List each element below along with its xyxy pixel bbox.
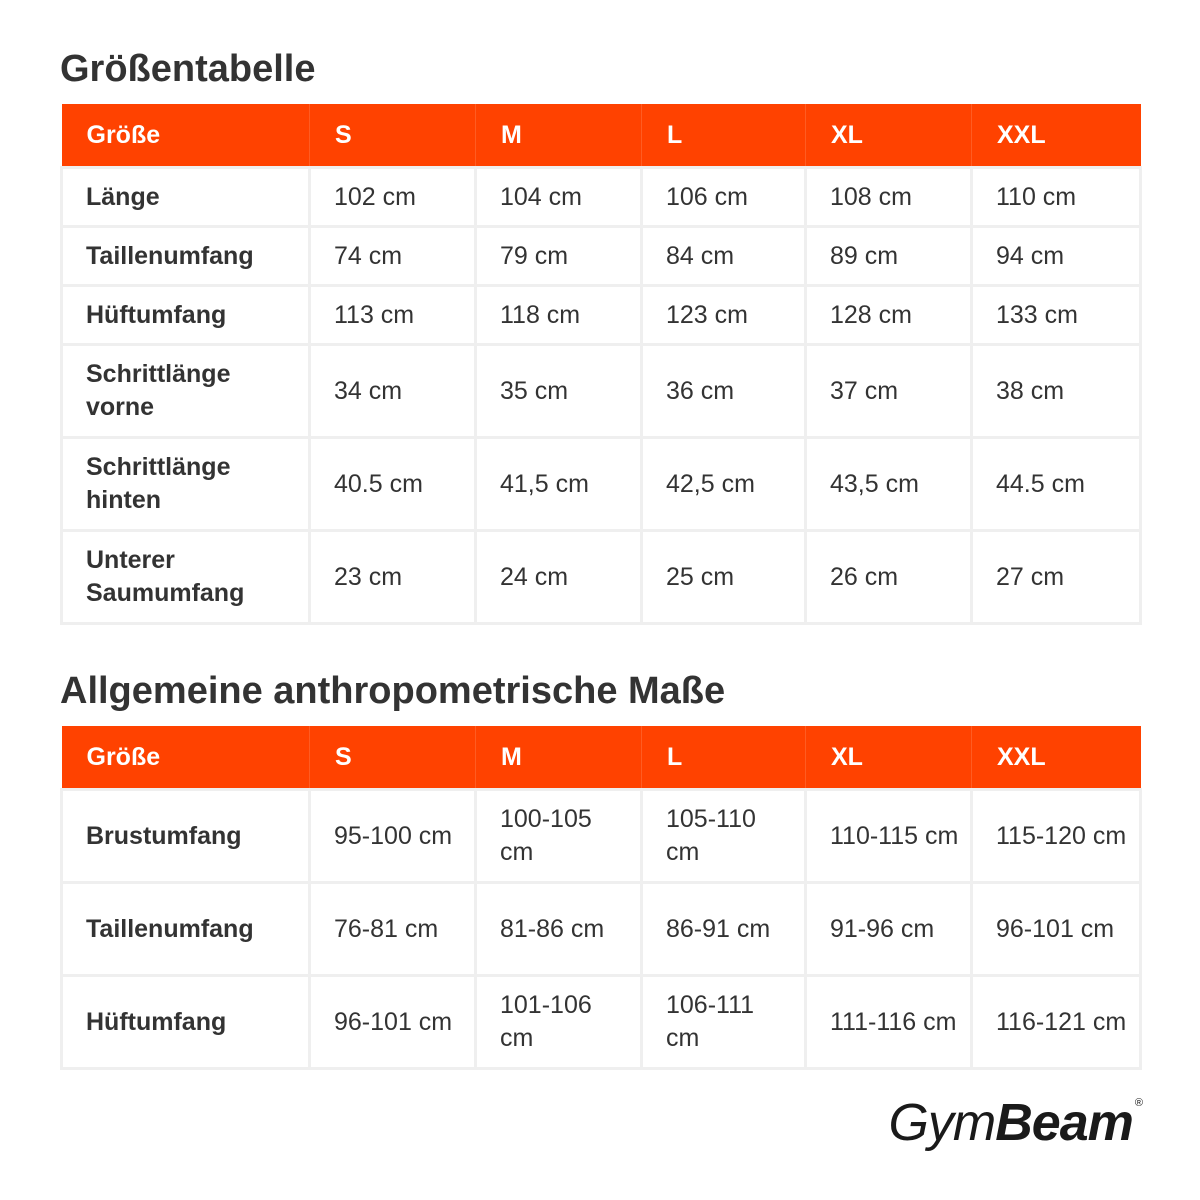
header-cell-xl: XL (806, 104, 972, 168)
table-cell: 110-115 cm (806, 790, 972, 883)
table-cell: 43,5 cm (806, 438, 972, 531)
table-cell: 96-101 cm (972, 883, 1141, 976)
table-cell: 123 cm (642, 286, 806, 345)
table-cell: 91-96 cm (806, 883, 972, 976)
header-cell-m: M (476, 726, 642, 790)
table-cell: 37 cm (806, 345, 972, 438)
row-label: Unterer Saumumfang (62, 531, 310, 624)
table-cell: 34 cm (310, 345, 476, 438)
header-cell-m: M (476, 104, 642, 168)
table-cell: 36 cm (642, 345, 806, 438)
table-cell: 95-100 cm (310, 790, 476, 883)
row-label: Hüftumfang (62, 286, 310, 345)
table-cell: 105-110 cm (642, 790, 806, 883)
header-cell-s: S (310, 726, 476, 790)
table-cell: 104 cm (476, 168, 642, 227)
table-cell: 74 cm (310, 227, 476, 286)
registered-mark: ® (1134, 1097, 1142, 1109)
table-cell: 89 cm (806, 227, 972, 286)
table-cell: 26 cm (806, 531, 972, 624)
table-row (62, 286, 1141, 345)
header-cell-size: Größe (62, 726, 310, 790)
table-cell: 101-106 cm (476, 976, 642, 1069)
table-cell: 27 cm (972, 531, 1141, 624)
table-cell: 25 cm (642, 531, 806, 624)
table-cell: 84 cm (642, 227, 806, 286)
table-cell: 128 cm (806, 286, 972, 345)
table-cell: 42,5 cm (642, 438, 806, 531)
table-cell: 96-101 cm (310, 976, 476, 1069)
table-row (62, 438, 1141, 531)
logo-text-gym: Gym (888, 1094, 996, 1152)
table-row (62, 345, 1141, 438)
row-label: Brustumfang (62, 790, 310, 883)
table-cell: 113 cm (310, 286, 476, 345)
gymbeam-logo (888, 1093, 1140, 1153)
anthropometric-table (60, 726, 1142, 1070)
table-cell: 24 cm (476, 531, 642, 624)
table-cell: 40.5 cm (310, 438, 476, 531)
table-cell: 111-116 cm (806, 976, 972, 1069)
table-cell: 108 cm (806, 168, 972, 227)
header-cell-l: L (642, 104, 806, 168)
anthropometric-title: Allgemeine anthropometrische Maße (60, 670, 726, 712)
table-cell: 38 cm (972, 345, 1141, 438)
size-chart-title: Größentabelle (60, 48, 316, 90)
table-cell: 100-105 cm (476, 790, 642, 883)
table-cell: 81-86 cm (476, 883, 642, 976)
table-cell: 102 cm (310, 168, 476, 227)
table-cell: 41,5 cm (476, 438, 642, 531)
table-cell: 23 cm (310, 531, 476, 624)
table-row (62, 227, 1141, 286)
table-cell: 106-111 cm (642, 976, 806, 1069)
table-cell: 106 cm (642, 168, 806, 227)
table-header-row (62, 104, 1141, 168)
header-cell-l: L (642, 726, 806, 790)
header-cell-xxl: XXL (972, 726, 1141, 790)
table-cell: 118 cm (476, 286, 642, 345)
table-cell: 133 cm (972, 286, 1141, 345)
table-row (62, 531, 1141, 624)
row-label: Schrittlänge hinten (62, 438, 310, 531)
row-label: Hüftumfang (62, 976, 310, 1069)
table-header-row (62, 726, 1141, 790)
table-cell: 110 cm (972, 168, 1141, 227)
table-row (62, 976, 1141, 1069)
header-cell-xl: XL (806, 726, 972, 790)
table-cell: 35 cm (476, 345, 642, 438)
table-row (62, 168, 1141, 227)
row-label: Taillenumfang (62, 227, 310, 286)
header-cell-s: S (310, 104, 476, 168)
table-cell: 116-121 cm (972, 976, 1141, 1069)
table-cell: 44.5 cm (972, 438, 1141, 531)
row-label: Taillenumfang (62, 883, 310, 976)
header-cell-xxl: XXL (972, 104, 1141, 168)
table-row (62, 883, 1141, 976)
table-cell: 94 cm (972, 227, 1141, 286)
table-row (62, 790, 1141, 883)
row-label: Länge (62, 168, 310, 227)
table-cell: 86-91 cm (642, 883, 806, 976)
table-cell: 76-81 cm (310, 883, 476, 976)
size-chart-table (60, 104, 1142, 625)
table-cell: 115-120 cm (972, 790, 1141, 883)
logo-text-beam: Beam (995, 1094, 1133, 1152)
table-cell: 79 cm (476, 227, 642, 286)
header-cell-size: Größe (62, 104, 310, 168)
row-label: Schrittlänge vorne (62, 345, 310, 438)
